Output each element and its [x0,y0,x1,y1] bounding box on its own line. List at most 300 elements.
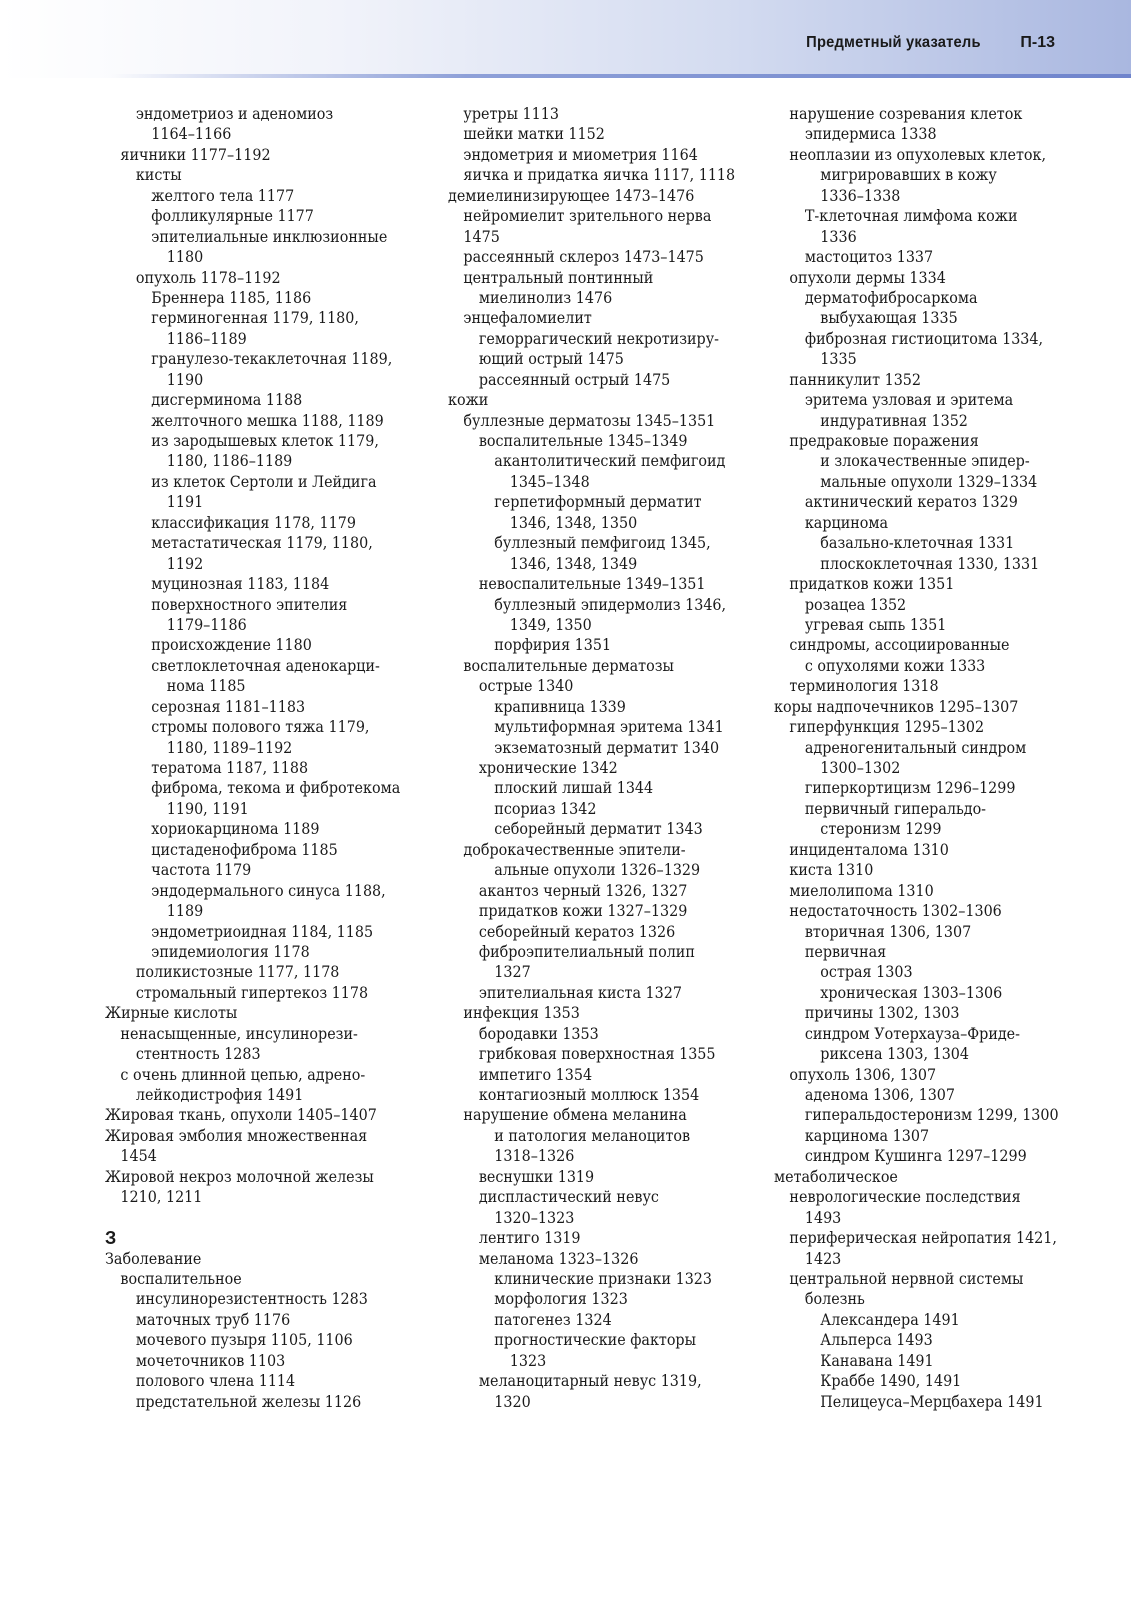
index-entry-text: болезнь [804,1290,865,1309]
index-entry [448,308,735,328]
index-entry-text: гиперальдостеронизм 1299, 1300 [804,1106,1059,1125]
index-entry-text: 1349, 1350 [509,615,592,634]
index-entry [448,860,735,880]
index-entry-text: порфирия 1351 [494,636,612,655]
index-entry-text: и патология меланоцитов [494,1126,691,1145]
index-entry [448,1126,735,1146]
index-entry [774,717,1059,737]
index-entry-text: метастатическая 1179, 1180, [151,534,373,553]
index-entry-text: Альперса 1493 [820,1331,933,1350]
index-entry-text: мастоцитоз 1337 [804,248,934,267]
index-entry [774,1351,1059,1371]
index-entry [105,676,400,696]
index-entry [448,717,735,737]
index-entry [448,533,735,553]
index-entry [774,104,1059,124]
index-entry [105,206,400,226]
index-entry [448,411,735,431]
index-entry [774,901,1059,921]
index-entry [774,370,1059,390]
index-entry [448,1065,735,1085]
index-entry [774,1065,1059,1085]
index-entry-text: поверхностного эпителия [151,595,348,614]
index-entry [105,1310,400,1330]
index-entry-text: адреногенитальный синдром [804,738,1027,757]
index-entry [774,962,1059,982]
index-entry [774,881,1059,901]
index-entry-text: 1180 [166,248,204,267]
index-entry [448,942,735,962]
index-entry [105,778,400,798]
index-entry-text: плоскоклеточная 1330, 1331 [820,554,1040,573]
index-entry [105,1371,400,1391]
index-entry [448,104,735,124]
index-entry [105,1330,400,1350]
index-entry [774,145,1059,165]
index-entry-text: происхождение 1180 [151,636,312,655]
index-entry [105,819,400,839]
index-entry-text: индуративная 1352 [820,411,968,430]
index-entry [774,1249,1059,1269]
index-entry [448,1249,735,1269]
index-entry-text: нома 1185 [166,677,246,696]
index-entry [774,472,1059,492]
index-entry [105,349,400,369]
index-entry [105,268,400,288]
index-entry [448,227,735,247]
index-entry [448,349,735,369]
index-entry-text: клинические признаки 1323 [494,1269,713,1288]
index-entry [448,922,735,942]
index-entry [774,268,1059,288]
index-entry [448,492,735,512]
index-entry-text: мочеточников 1103 [135,1351,286,1370]
index-entry [105,901,400,921]
index-entry [774,1269,1059,1289]
index-entry [448,799,735,819]
index-entry-text: карцинома [804,513,889,532]
index-entry-text: базально-клеточная 1331 [820,534,1015,553]
index-entry [105,227,400,247]
index-entry-text: 1318–1326 [494,1147,575,1166]
index-entry [105,1167,400,1187]
index-entry-text: 1189 [166,902,204,921]
index-entry [105,1003,400,1023]
index-entry-text: серозная 1181–1183 [151,697,306,716]
index-entry [774,1392,1059,1412]
index-entry-text: 1323 [509,1351,547,1370]
index-entry-text: Краббе 1490, 1491 [820,1372,962,1391]
header-rule [110,74,1131,78]
index-entry-text: придатков кожи 1327–1329 [478,902,688,921]
index-entry [105,554,400,574]
index-entry [448,513,735,533]
index-entry [774,554,1059,574]
index-entry-text: фиброма, текома и фибротекома [151,779,401,798]
index-entry [774,1228,1059,1248]
index-entry-text: маточных труб 1176 [135,1310,291,1329]
index-entry-text: альные опухоли 1326–1329 [494,861,701,880]
index-entry [774,942,1059,962]
index-entry-text: стентность 1283 [135,1045,261,1064]
index-entry-text: из зародышевых клеток 1179, [151,432,379,450]
index-entry-text: уретры 1113 [463,105,559,123]
index-entry [105,881,400,901]
index-entry-text: акантолитический пемфигоид [494,452,726,471]
index-entry [448,1146,735,1166]
index-entry [105,697,400,717]
index-entry-text: 1336–1338 [820,186,901,205]
index-entry-text: 1345–1348 [509,472,590,491]
index-entry-text: эндодермального синуса 1188, [151,881,386,900]
index-entry [774,431,1059,451]
index-entry [448,758,735,778]
index-entry [105,942,400,962]
index-entry-text: цистаденофиброма 1185 [151,840,338,859]
index-entry-text: мальные опухоли 1329–1334 [820,472,1038,491]
index-entry [448,1310,735,1330]
index-entry-text: риксена 1303, 1304 [820,1045,970,1064]
index-entry-text: меланома 1323–1326 [478,1249,639,1268]
index-entry [105,656,400,676]
index-entry [448,881,735,901]
index-entry [774,1146,1059,1166]
index-entry [448,329,735,349]
index-entry-text: кисты [135,166,182,185]
index-entry [774,451,1059,471]
index-entry-text: угревая сыпь 1351 [804,615,947,634]
index-entry [105,615,400,635]
index-entry-text: геморрагический некротизиру- [478,329,719,348]
index-entry [105,1044,400,1064]
index-entry-text: 1190, 1191 [166,799,249,818]
index-entry-text: поликистозные 1177, 1178 [135,963,340,982]
index-column-1 [105,104,400,1412]
index-entry [105,1065,400,1085]
index-entry-text: морфология 1323 [494,1290,628,1309]
index-entry [448,247,735,267]
index-entry-text: 1336 [820,227,857,246]
index-entry-text: светлоклеточная аденокарци- [151,656,380,675]
index-entry-text: желтого тела 1177 [151,186,295,205]
index-entry-text: нарушение обмена меланина [463,1106,687,1125]
index-entry [105,308,400,328]
index-entry [105,104,400,124]
index-entry [448,1371,735,1391]
index-entry [105,390,400,410]
index-entry-text: 1475 [463,227,500,246]
index-entry [774,1371,1059,1391]
index-entry [105,1105,400,1125]
index-entry-text: миелолипома 1310 [789,881,934,900]
index-entry-text: мочевого пузыря 1105, 1106 [135,1331,353,1350]
index-entry-text: эндометриоз и аденомиоз [135,105,334,123]
index-entry-text: дерматофибросаркома [804,288,978,307]
index-entry [105,513,400,533]
index-entry-text: крапивница 1339 [494,697,626,716]
index-entry-text: плоский лишай 1344 [494,779,654,798]
index-entry-text: стромальный гипертекоз 1178 [135,983,369,1002]
index-entry [105,370,400,390]
index-entry-text: с опухолями кожи 1333 [804,656,986,675]
index-entry [774,124,1059,144]
index-entry-text: Жировая ткань, опухоли 1405–1407 [105,1106,377,1125]
index-entry [105,717,400,737]
index-entry-text: веснушки 1319 [478,1167,595,1186]
index-entry [774,165,1059,185]
index-entry-text: 1346, 1348, 1349 [509,554,638,573]
index-entry [774,1085,1059,1105]
index-entry-text: розацеа 1352 [804,595,907,614]
index-column-3 [774,104,1059,1412]
index-entry [774,1310,1059,1330]
index-entry-text: демиелинизирующее 1473–1476 [448,186,695,205]
index-entry-text: гиперкортицизм 1296–1299 [804,779,1016,798]
index-entry [105,1024,400,1044]
index-entry [448,983,735,1003]
index-entry-text: неоплазии из опухолевых клеток, [789,145,1047,164]
index-entry-text: контагиозный моллюск 1354 [478,1086,700,1104]
index-entry [105,288,400,308]
index-entry [448,635,735,655]
index-entry [774,1167,1059,1187]
index-entry [105,635,400,655]
index-entry-text: 1191 [166,493,204,512]
index-entry-text: миелинолиз 1476 [478,288,613,307]
running-header-title: Предметный указатель [806,34,981,51]
index-entry-text: 1454 [120,1147,157,1166]
index-entry [774,778,1059,798]
index-entry-text: 1423 [804,1249,842,1268]
index-entry [448,206,735,226]
index-entry-text: из клеток Сертоли и Лейдига [151,472,377,491]
index-column-2 [448,104,735,1412]
index-entry-text: опухоли дермы 1334 [789,268,946,287]
index-entry-text: муцинозная 1183, 1184 [151,575,330,594]
index-entry-text: 1335 [820,350,857,369]
index-entry-text: Заболевание [105,1249,202,1268]
index-entry-text: лентиго 1319 [478,1229,581,1248]
index-entry-text: 1190 [166,370,204,389]
index-entry [105,738,400,758]
index-entry-text: Канавана 1491 [820,1351,934,1370]
index-entry [774,1044,1059,1064]
page-number: П-13 [1020,34,1055,51]
index-entry [774,247,1059,267]
index-entry-text: Жировой некроз молочной железы [105,1167,374,1186]
index-entry-text: первичная [804,942,887,961]
index-entry-text: 1327 [494,963,531,982]
index-entry-text: опухоль 1306, 1307 [789,1065,937,1084]
index-entry [448,819,735,839]
index-entry [774,1289,1059,1309]
index-entry-text: рассеянный склероз 1473–1475 [463,248,704,267]
index-entry [774,1187,1059,1207]
index-entry [448,1024,735,1044]
index-entry-text: с очень длинной цепью, адрено- [120,1065,366,1084]
index-entry-text: терминология 1318 [789,677,939,696]
index-entry-text: острые 1340 [478,677,574,696]
index-entry [448,1228,735,1248]
index-entry [448,472,735,492]
index-entry [448,1208,735,1228]
index-entry [448,901,735,921]
index-entry-text: прогностические факторы [494,1331,696,1350]
index-entry-text: буллезные дерматозы 1345–1351 [463,411,716,430]
index-entry-text: 1164–1166 [151,125,232,144]
index-entry-text: метаболическое [774,1167,898,1186]
index-entry [774,1330,1059,1350]
index-entry-text: эндометриоидная 1184, 1185 [151,922,374,941]
index-entry [774,1208,1059,1228]
index-entry-text: эпидемиология 1178 [151,942,310,961]
index-entry-text: герминогенная 1179, 1180, [151,309,359,328]
index-entry-text: воспалительные дерматозы [463,656,674,675]
index-entry-text: себорейный кератоз 1326 [478,922,676,941]
index-entry-text: гранулезо-текаклеточная 1189, [151,350,393,369]
index-entry-text: коры надпочечников 1295–1307 [774,697,1019,716]
index-entry [105,983,400,1003]
index-entry [105,533,400,553]
index-entry-text: причины 1302, 1303 [804,1004,960,1023]
index-entry [448,165,735,185]
index-entry-text: и злокачественные эпидер- [820,452,1030,471]
index-entry-text: воспалительное [120,1269,242,1288]
index-entry [105,1187,400,1207]
index-entry [774,983,1059,1003]
index-entry [105,922,400,942]
index-entry [774,1003,1059,1023]
index-entry [774,574,1059,594]
index-entry [105,1126,400,1146]
index-entry [448,1187,735,1207]
index-entry-text: синдром Кушинга 1297–1299 [804,1147,1027,1166]
index-entry-text: импетиго 1354 [478,1065,593,1084]
index-entry [448,676,735,696]
index-entry-text: 1493 [804,1208,842,1227]
index-entry [774,799,1059,819]
index-entry [448,124,735,144]
index-entry [448,1330,735,1350]
index-entry-text: хронические 1342 [478,759,618,777]
index-entry [448,1351,735,1371]
index-entry-text: диспластический невус [478,1188,659,1207]
index-entry-text: экзематозный дерматит 1340 [494,738,720,757]
index-entry [105,165,400,185]
index-entry-text: грибковая поверхностная 1355 [478,1045,716,1064]
index-entry [774,1024,1059,1044]
index-entry-text: фолликулярные 1177 [151,207,314,226]
index-entry-text: острая 1303 [820,963,913,982]
index-entry [105,1289,400,1309]
index-entry-text: 1300–1302 [820,759,901,777]
index-entry [774,819,1059,839]
index-entry-text: 1179–1186 [166,615,247,634]
index-entry-text: лейкодистрофия 1491 [135,1086,304,1104]
index-entry [105,840,400,860]
index-entry-text: нарушение созревания клеток [789,105,1023,123]
index-entry [448,390,735,410]
index-entry [105,431,400,451]
index-entry-text: ненасыщенные, инсулинорези- [120,1024,358,1043]
index-entry [774,533,1059,553]
index-entry-text: Александера 1491 [820,1310,960,1329]
index-entry [105,758,400,778]
index-entry-text: Т-клеточная лимфома кожи [804,207,1018,226]
index-entry-text: бородавки 1353 [478,1024,599,1043]
index-entry-text: недостаточность 1302–1306 [789,902,1002,921]
index-entry [448,697,735,717]
index-entry-text: эритема узловая и эритема [804,391,1014,410]
index-entry [774,840,1059,860]
index-entry [774,308,1059,328]
index-entry-text: предраковые поражения [789,432,979,450]
index-entry [448,288,735,308]
index-entry-text: фиброзная гистиоцитома 1334, [804,329,1044,348]
index-entry [105,799,400,819]
index-entry-text: энцефаломиелит [463,309,592,328]
index-entry-text: воспалительные 1345–1349 [478,432,688,450]
index-entry [105,186,400,206]
index-entry-text: эпителиальные инклюзионные [151,227,388,246]
index-entry [448,574,735,594]
index-entry-text: 1210, 1211 [120,1188,203,1207]
index-entry-text: опухоль 1178–1192 [135,268,281,287]
index-entry [105,1392,400,1412]
index-entry [448,738,735,758]
index-entry-text: инциденталома 1310 [789,840,949,859]
index-entry-text: шейки матки 1152 [463,125,605,144]
index-entry [448,778,735,798]
index-entry [774,758,1059,778]
index-entry-text: 1192 [166,554,204,573]
index-entry [774,492,1059,512]
index-entry [105,124,400,144]
index-entry [774,513,1059,533]
index-entry-text: Жирные кислоты [105,1004,238,1023]
index-entry-text: эпителиальная киста 1327 [478,983,682,1002]
index-entry [105,472,400,492]
index-entry [105,1249,400,1269]
index-entry-text: стромы полового тяжа 1179, [151,718,370,737]
index-entry [448,1269,735,1289]
index-entry-text: синдром Уотерхауза–Фриде- [804,1024,1020,1043]
index-entry [105,574,400,594]
index-entry [774,390,1059,410]
index-entry-text: инсулинорезистентность 1283 [135,1290,368,1309]
index-entry-text: невоспалительные 1349–1351 [478,575,706,594]
index-entry-text: 1180, 1189–1192 [166,738,293,757]
index-entry [774,860,1059,880]
index-entry-text: нейромиелит зрительного нерва [463,207,712,226]
index-entry [448,962,735,982]
index-entry-text: актинический кератоз 1329 [804,493,1018,512]
index-entry [448,1167,735,1187]
index-entry-text: 1186–1189 [166,329,247,348]
index-entry [774,411,1059,431]
index-entry-text: желточного мешка 1188, 1189 [151,411,384,430]
index-entry-text: центральный понтинный [463,268,654,287]
index-entry [448,1085,735,1105]
index-entry [105,1085,400,1105]
index-entry [105,247,400,267]
index-entry-text: ющий острый 1475 [478,350,624,369]
index-entry-text: мультиформная эритема 1341 [494,718,724,737]
index-entry [448,1392,735,1412]
index-entry-text: дисгерминома 1188 [151,391,303,410]
index-entry [774,1105,1059,1125]
index-entry-text: панникулит 1352 [789,370,922,389]
